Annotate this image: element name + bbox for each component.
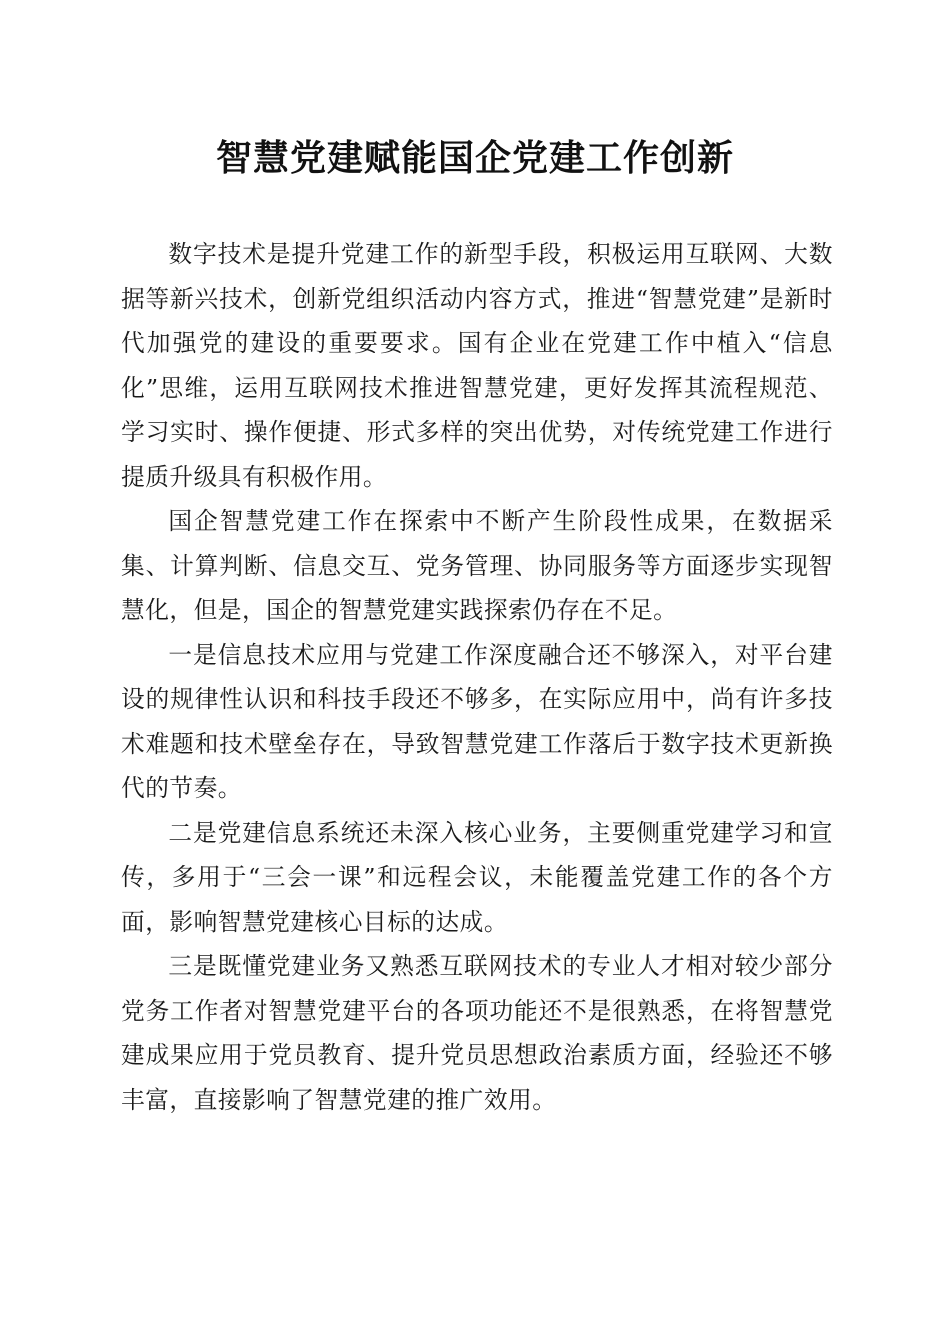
paragraph-point-three: 三是既懂党建业务又熟悉互联网技术的专业人才相对较少部分党务工作者对智慧党建平台的各项功能还不是很熟悉，在将智慧党建成果应用于党员教育、提升党员思想政治素质方面，经验还不够丰富，直接影响了智慧党建的推广效用。 — [121, 952, 833, 1114]
paragraph-point-one: 一是信息技术应用与党建工作深度融合还不够深入，对平台建设的规律性认识和科技手段还不够多，在实际应用中，尚有许多技术难题和技术壁垒存在，导致智慧党建工作落后于数字技术更新换代的节奏。 — [121, 640, 833, 802]
paragraph-point-two: 二是党建信息系统还未深入核心业务，主要侧重党建学习和宣传，多用于“三会一课”和远程会议，未能覆盖党建工作的各个方面，影响智慧党建核心目标的达成。 — [121, 818, 833, 936]
paragraph-intro: 数字技术是提升党建工作的新型手段，积极运用互联网、大数据等新兴技术，创新党组织活动内容方式，推进“智慧党建”是新时代加强党的建设的重要要求。国有企业在党建工作中植入“信息化”思维，运用互联网技术推进智慧党建，更好发挥其流程规范、学习实时、操作便捷、形式多样的突出优势，对传统党建工作进行提质升级具有积极作用。 — [121, 240, 833, 491]
document-title: 智慧党建赋能国企党建工作创新 — [215, 137, 734, 179]
paragraph-achievements: 国企智慧党建工作在探索中不断产生阶段性成果，在数据采集、计算判断、信息交互、党务管理、协同服务等方面逐步实现智慧化，但是，国企的智慧党建实践探索仍存在不足。 — [121, 507, 833, 624]
document-body — [121, 232, 833, 1122]
